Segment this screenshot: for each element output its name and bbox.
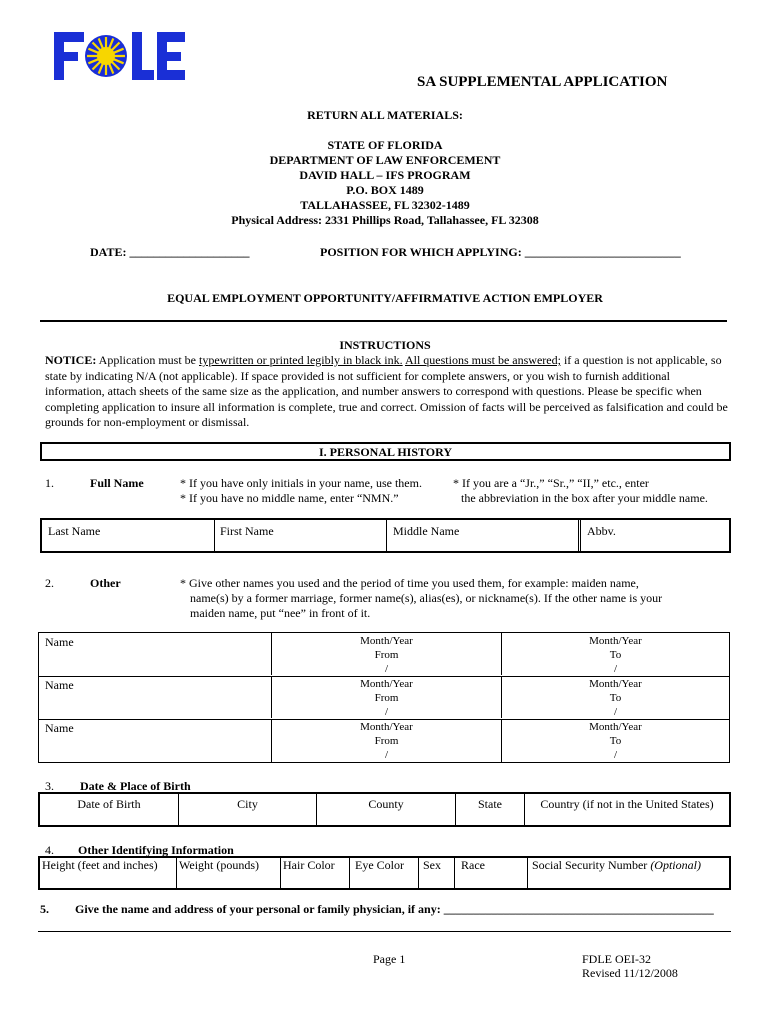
weight-label: Weight (pounds)	[179, 858, 260, 872]
page-number: Page 1	[373, 952, 406, 966]
from-month-year: Month/Year	[360, 635, 413, 647]
eeo-statement: EQUAL EMPLOYMENT OPPORTUNITY/AFFIRMATIVE ACTION EMPLOYER	[167, 291, 603, 305]
country-label: Country (if not in the United States)	[540, 797, 714, 811]
from-month-year: Month/Year	[360, 678, 413, 690]
to-date-field[interactable]	[501, 676, 729, 718]
first-name-field[interactable]	[214, 520, 386, 551]
q1-note-1a: * If you have only initials in your name, use them.	[180, 476, 422, 490]
last-name-label: Last Name	[48, 524, 101, 538]
from-slash: /	[384, 663, 389, 675]
q3-number: 3.	[45, 779, 54, 793]
middle-name-field[interactable]	[386, 520, 579, 551]
section-personal-history: I. PERSONAL HISTORY	[40, 442, 731, 461]
identifying-info-table	[38, 856, 731, 890]
from-label: From	[374, 692, 399, 704]
city-label: City	[237, 797, 258, 811]
notice-text-1: Application must be	[96, 353, 199, 367]
other-name-label: Name	[45, 721, 74, 735]
other-name-field[interactable]	[39, 676, 271, 718]
to-label: To	[609, 735, 622, 747]
other-name-row	[39, 633, 729, 677]
q2-note-3: maiden name, put “nee” in front of it.	[190, 606, 371, 620]
county-field[interactable]	[316, 794, 455, 825]
divider	[40, 320, 727, 322]
address-block	[0, 138, 770, 228]
fdle-logo	[52, 28, 188, 84]
address-line-4: P.O. BOX 1489	[346, 183, 424, 197]
date-of-birth-field[interactable]	[40, 794, 178, 825]
hair-color-label: Hair Color	[283, 858, 335, 872]
state-label: State	[478, 797, 502, 811]
address-line-2: DEPARTMENT OF LAW ENFORCEMENT	[269, 153, 501, 167]
date-field[interactable]: DATE: ____________________	[90, 245, 250, 259]
to-label: To	[609, 692, 622, 704]
to-date-field[interactable]	[501, 719, 729, 762]
city-field[interactable]	[178, 794, 316, 825]
q1-number: 1.	[45, 476, 54, 490]
address-line-5: TALLAHASSEE, FL 32302-1489	[300, 198, 470, 212]
instructions-heading: INSTRUCTIONS	[339, 338, 431, 352]
form-id: FDLE OEI-32	[582, 952, 651, 966]
return-label: RETURN ALL MATERIALS:	[307, 108, 463, 122]
from-slash: /	[384, 706, 389, 718]
sex-label: Sex	[423, 858, 441, 872]
q2-note-2: name(s) by a former marriage, former name(s), alias(es), or nickname(s). If the other name is your	[190, 591, 663, 605]
address-line-6: Physical Address: 2331 Phillips Road, Tallahassee, FL 32308	[231, 213, 539, 227]
last-name-field[interactable]	[42, 520, 214, 551]
ssn-optional: (Optional)	[650, 858, 701, 872]
from-date-field[interactable]	[271, 633, 501, 675]
other-name-row	[39, 676, 729, 720]
height-label: Height (feet and inches)	[42, 858, 158, 872]
middle-name-label: Middle Name	[393, 524, 460, 538]
q2-label: Other	[90, 576, 121, 590]
to-month-year: Month/Year	[589, 721, 642, 733]
first-name-label: First Name	[220, 524, 274, 538]
county-label: County	[368, 797, 404, 811]
notice-underline-2: All questions must be answered;	[404, 353, 561, 367]
instructions-text	[45, 353, 729, 431]
to-slash: /	[613, 749, 618, 761]
eye-color-label: Eye Color	[355, 858, 404, 872]
other-name-label: Name	[45, 635, 74, 649]
notice-underline-1: typewritten or printed legibly in black ink.	[199, 353, 403, 367]
q3-label: Date & Place of Birth	[80, 779, 191, 793]
ssn-label: Social Security Number	[532, 858, 651, 872]
other-name-label: Name	[45, 678, 74, 692]
date-of-birth-label: Date of Birth	[77, 797, 141, 811]
hair-color-field[interactable]	[280, 858, 349, 888]
country-field[interactable]	[524, 794, 729, 825]
height-field[interactable]	[40, 858, 176, 888]
from-month-year: Month/Year	[360, 721, 413, 733]
abbv-field[interactable]	[580, 520, 729, 551]
to-month-year: Month/Year	[589, 635, 642, 647]
to-slash: /	[613, 663, 618, 675]
abbv-label: Abbv.	[587, 524, 616, 538]
sex-field[interactable]	[418, 858, 454, 888]
to-date-field[interactable]	[501, 633, 729, 675]
race-label: Race	[461, 858, 485, 872]
q2-note-1: * Give other names you used and the period of time you used them, for example: maiden name,	[180, 576, 639, 590]
other-name-row	[39, 719, 729, 762]
from-label: From	[374, 649, 399, 661]
physician-field[interactable]: Give the name and address of your personal or family physician, if any: _____________________________________________	[75, 902, 714, 916]
q1-note-2a: * If you are a “Jr.,” “Sr.,” “II,” etc., enter	[453, 476, 649, 490]
to-slash: /	[613, 706, 618, 718]
other-names-table	[38, 632, 730, 763]
q4-number: 4.	[45, 843, 54, 857]
q5-number: 5.	[40, 902, 49, 916]
state-field[interactable]	[455, 794, 524, 825]
q2-number: 2.	[45, 576, 54, 590]
ssn-field[interactable]	[527, 858, 729, 888]
from-slash: /	[384, 749, 389, 761]
from-date-field[interactable]	[271, 676, 501, 718]
to-label: To	[609, 649, 622, 661]
q1-note-1b: * If you have no middle name, enter “NMN.”	[180, 491, 399, 505]
weight-field[interactable]	[176, 858, 280, 888]
divider	[38, 931, 731, 932]
address-line-3: DAVID HALL – IFS PROGRAM	[299, 168, 471, 182]
address-line-1: STATE OF FLORIDA	[327, 138, 443, 152]
full-name-table	[40, 518, 731, 553]
q4-label: Other Identifying Information	[78, 843, 234, 857]
birth-table	[38, 792, 731, 827]
revised-date: Revised 11/12/2008	[582, 966, 678, 980]
form-title: SA SUPPLEMENTAL APPLICATION	[417, 74, 668, 90]
to-month-year: Month/Year	[589, 678, 642, 690]
from-date-field[interactable]	[271, 719, 501, 762]
other-name-field[interactable]	[39, 719, 271, 762]
position-field[interactable]: POSITION FOR WHICH APPLYING: __________________________	[320, 245, 681, 259]
race-field[interactable]	[454, 858, 527, 888]
q1-note-2b: the abbreviation in the box after your middle name.	[461, 491, 708, 505]
q1-label: Full Name	[90, 476, 144, 490]
notice-text-3: if a question is not applicable, so state by indicating N/A (not applicable). If space provided is not sufficient for complete answers, or you wish to furnish additional information, attach sheets of the same size as the application, and number answers to correspond with questions. Please be specific when completing application to insure all information is complete, true and correct. Omission of facts will be perceived as falsification and could be grounds for non-employment or dismissal.	[45, 353, 728, 429]
from-label: From	[374, 735, 399, 747]
notice-label: NOTICE:	[45, 353, 97, 367]
eye-color-field[interactable]	[349, 858, 418, 888]
other-name-field[interactable]	[39, 633, 271, 675]
